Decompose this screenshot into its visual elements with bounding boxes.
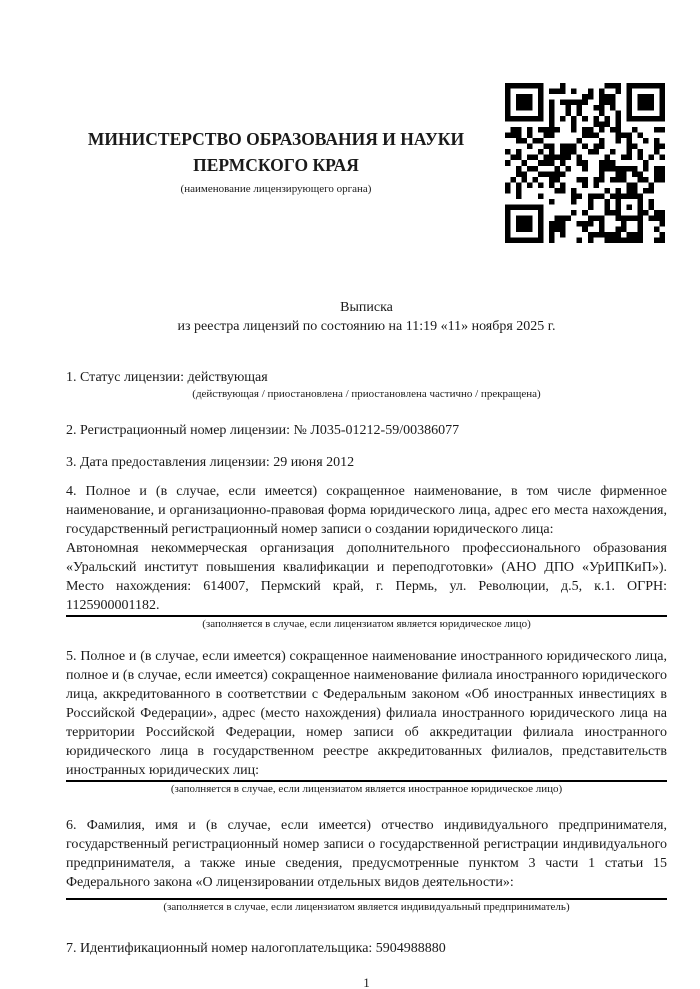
foreign-entity-label: 5. Полное и (в случае, если имеется) сокращенное наименование иностранного юридического лица, полное и (в случае, если имеется) сокращенное наименование филиала иностранного юридического лица, аккредитованного в соответствии с Федеральным законом «Об иностранных инвестициях в Российской Федерации», адрес (место нахождения) филиала иностранного юридического лица на территории Российской Федерации, номер записи об аккредитации филиала иностранного юридического лица в государственном реестре аккредитованных филиалов, представительств иностранных юридических лиц: [66,649,667,778]
ministry-name-line1: МИНИСТЕРСТВО ОБРАЗОВАНИЯ И НАУКИ [87,129,465,149]
foreign-entity-caption: (заполняется в случае, если лицензиатом является иностранное юридическое лицо) [170,783,563,795]
document-subtitle: из реестра лицензий по состоянию на 11:19 «11» ноября 2025 г. [177,319,556,334]
license-status-item [66,369,667,401]
grant-date-item: 3. Дата предоставления лицензии: 29 июня 2012 [66,455,355,470]
ministry-name-line2: ПЕРМСКОГО КРАЯ [193,155,359,175]
legal-entity-item [66,482,667,631]
ministry-name [66,126,486,178]
qr-code [505,83,665,243]
license-status-caption: (действующая / приостановлена / приостановлена частично / прекращена) [192,388,541,400]
ministry-caption: (наименование лицензирующего органа) [180,183,372,195]
foreign-entity-item [66,647,667,796]
page-number: 1 [363,975,370,989]
legal-entity-caption: (заполняется в случае, если лицензиатом является юридическое лицо) [202,618,531,630]
individual-entrepreneur-caption: (заполняется в случае, если лицензиатом является индивидуальный предприниматель) [163,901,570,913]
legal-entity-label: 4. Полное и (в случае, если имеется) сокращенное наименование, в том числе фирменное наименование, и организационно-правовая форма юридического лица, адрес его места нахождения, государственный регистрационный номер записи о создании юридического лица: [66,484,667,537]
individual-entrepreneur-label: 6. Фамилия, имя и (в случае, если имеется) отчество индивидуального предпринимателя, государственный регистрационный номер записи о государственной регистрации индивидуального предпринимателя, а также иные сведения, предусмотренные пунктом 3 части 1 статьи 15 Федерального закона «О лицензировании отдельных видов деятельности»: [66,818,667,890]
individual-entrepreneur-item [66,816,667,914]
inn-item: 7. Идентификационный номер налогоплательщика: 5904988880 [66,941,446,956]
license-status-text: 1. Статус лицензии: действующая [66,370,268,385]
document-title-block [66,298,667,336]
registration-number-item: 2. Регистрационный номер лицензии: № Л035-01212-59/00386077 [66,423,460,438]
legal-entity-value: Автономная некоммерческая организация дополнительного профессионального образования «Уральский институт повышения квалификации и переподготовки» (АНО ДПО «УрИПКиП»). Место нахождения: 614007, Пермский край, г. Пермь, ул. Революции, д.5, к.1. ОГРН: 1125900001182. [66,541,667,613]
document-title: Выписка [340,300,393,315]
licensing-authority-header [66,126,486,196]
